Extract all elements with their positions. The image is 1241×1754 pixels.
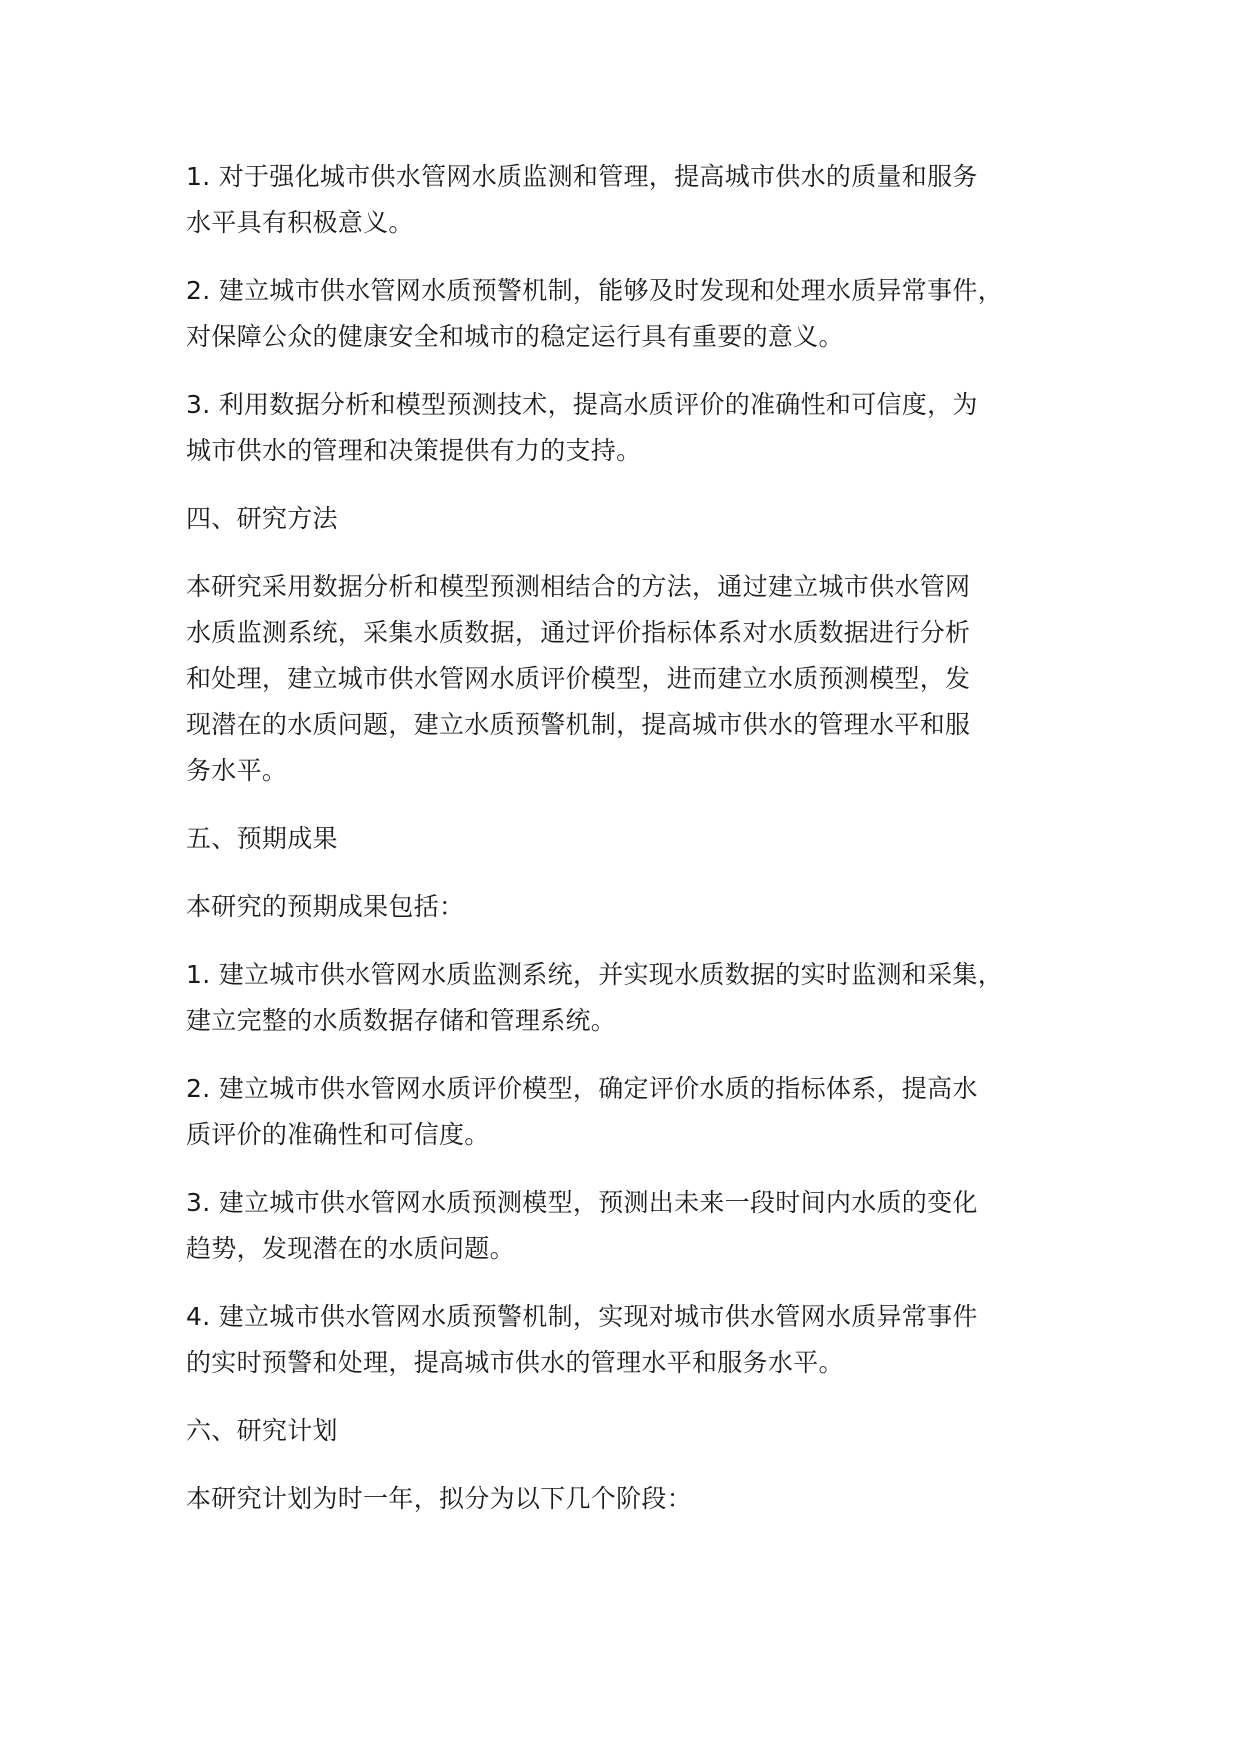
outcome-item-2: 2. 建立城市供水管网水质评价模型，确定评价水质的指标体系，提高水 质评价的准确性和可信度。 bbox=[186, 1074, 978, 1149]
section-heading-methods: 四、研究方法 bbox=[186, 504, 338, 533]
plan-intro: 本研究计划为时一年，拟分为以下几个阶段： bbox=[186, 1484, 693, 1513]
section-heading-outcomes: 五、预期成果 bbox=[186, 824, 338, 853]
outcome-item-3: 3. 建立城市供水管网水质预测模型，预测出未来一段时间内水质的变化 趋势，发现潜在的水质问题。 bbox=[186, 1188, 978, 1263]
significance-item-1: 1. 对于强化城市供水管网水质监测和管理，提高城市供水的质量和服务 水平具有积极意义。 bbox=[186, 162, 978, 237]
methods-paragraph: 本研究采用数据分析和模型预测相结合的方法，通过建立城市供水管网 水质监测系统，采集水质数据，通过评价指标体系对水质数据进行分析 和处理，建立城市供水管网水质评价模型，进而建立水质预测模型，发 现潜在的水质问题，建立水质预警机制，提高城市供水的管理水平和服 务水平。 bbox=[186, 572, 971, 785]
significance-item-2: 2. 建立城市供水管网水质预警机制，能够及时发现和处理水质异常事件， 对保障公众的健康安全和城市的稳定运行具有重要的意义。 bbox=[186, 276, 1004, 351]
document-body bbox=[186, 154, 1086, 1544]
outcomes-intro: 本研究的预期成果包括： bbox=[186, 892, 465, 921]
outcome-item-1: 1. 建立城市供水管网水质监测系统，并实现水质数据的实时监测和采集， 建立完整的水质数据存储和管理系统。 bbox=[186, 960, 1004, 1035]
outcome-item-4: 4. 建立城市供水管网水质预警机制，实现对城市供水管网水质异常事件 的实时预警和处理，提高城市供水的管理水平和服务水平。 bbox=[186, 1302, 978, 1377]
significance-item-3: 3. 利用数据分析和模型预测技术，提高水质评价的准确性和可信度，为 城市供水的管理和决策提供有力的支持。 bbox=[186, 390, 978, 465]
section-heading-plan: 六、研究计划 bbox=[186, 1416, 338, 1445]
